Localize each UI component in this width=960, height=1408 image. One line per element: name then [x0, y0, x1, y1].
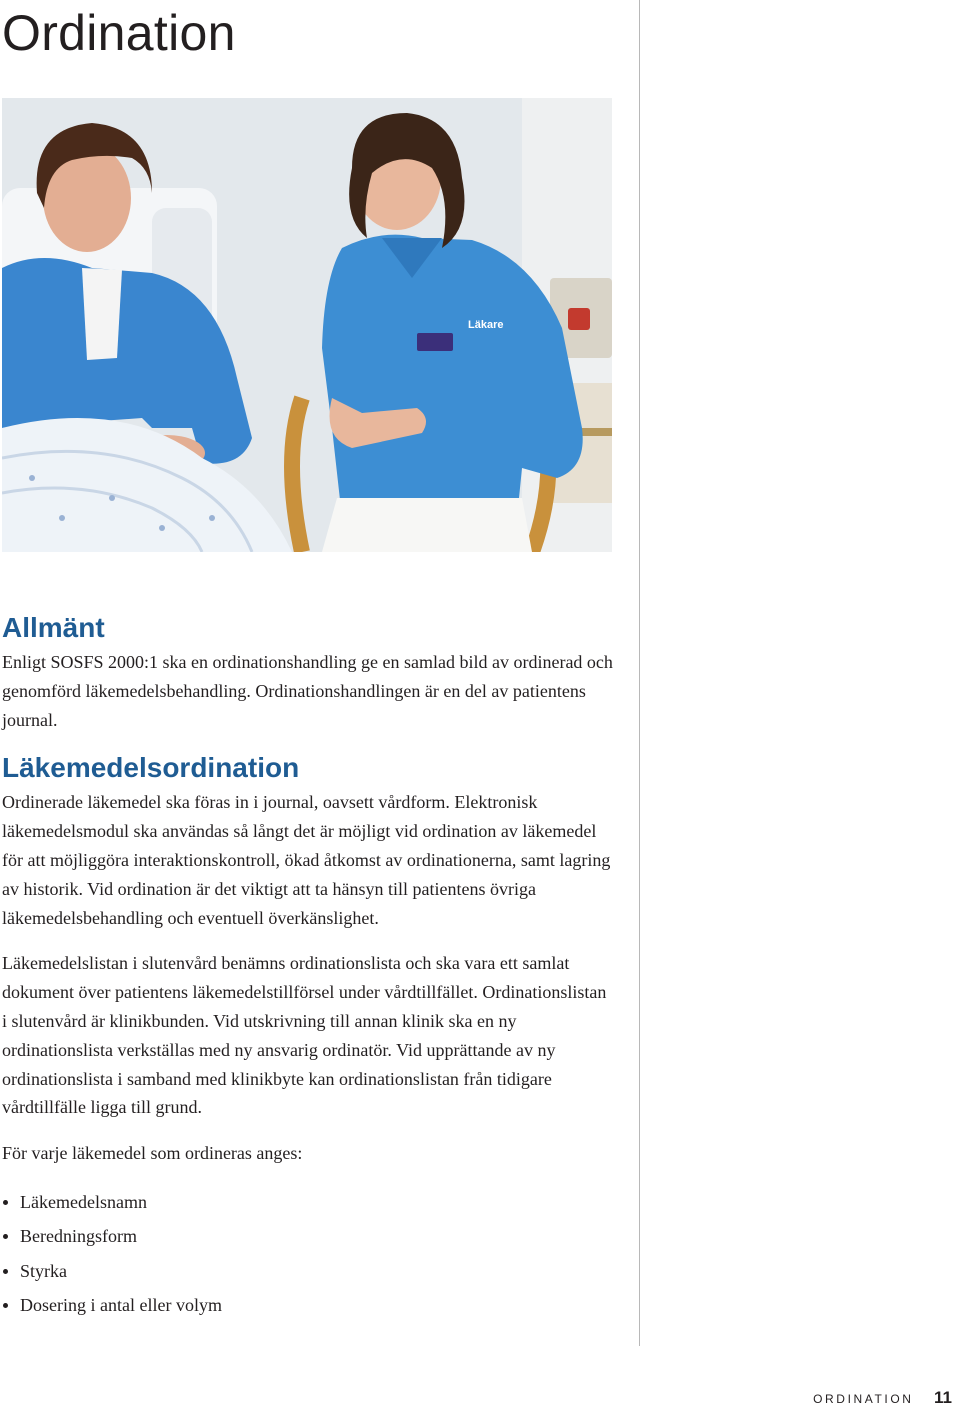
page-number: 11 [934, 1388, 952, 1407]
paragraph: Enligt SOSFS 2000:1 ska en ordinationshandling ge en samlad bild av ordinerad och genomförd läkemedelsbehandling. Ordinationshandlingen är en del av patientens journal. [2, 652, 613, 730]
bullet-list [2, 1185, 614, 1323]
list-item: Beredningsform [2, 1219, 614, 1254]
list-item: Dosering i antal eller volym [2, 1288, 614, 1323]
paragraph: För varje läkemedel som ordineras anges: [2, 1143, 303, 1164]
list-item: Styrka [2, 1254, 614, 1289]
column-divider [639, 0, 640, 1346]
paragraph: Läkemedelslistan i slutenvård benämns ordinationslista och ska vara ett samlat dokument över patientens läkemedelstillförsel under vårdtillfället. Ordinationslistan i slutenvård är klinikbunden. Vid utskrivning till annan klinik ska en ny ordinationslista verkställas med ny ansvarig ordinatör. Vid upprättande av ny ordinationslista i samband med klinikbyte kan ordinationslistan från tidigare vårdtillfälle ligga till grund. [2, 953, 607, 1118]
photo-patient-and-doctor [2, 98, 612, 552]
section-heading-lakemedelsordination: Läkemedelsordination [2, 752, 300, 784]
badge-label: Läkare [468, 319, 504, 331]
list-item: Läkemedelsnamn [2, 1185, 614, 1220]
paragraph: Ordinerade läkemedel ska föras in i journal, oavsett vårdform. Elektronisk läkemedelsmodul ska användas så långt det är möjligt vid ordination av läkemedel för att möjliggöra interaktionskontroll, ökad åtkomst av ordinationerna, samt lagring av historik. Vid ordination är det viktigt att ta hänsyn till patientens övriga läkemedelsbehandling och eventuell överkänslighet. [2, 792, 611, 928]
page-title: Ordination [2, 5, 236, 61]
page-footer [813, 1388, 952, 1408]
running-head: ORDINATION [813, 1392, 914, 1406]
main-text [2, 610, 614, 1323]
section-heading-allmant: Allmänt [2, 612, 105, 643]
